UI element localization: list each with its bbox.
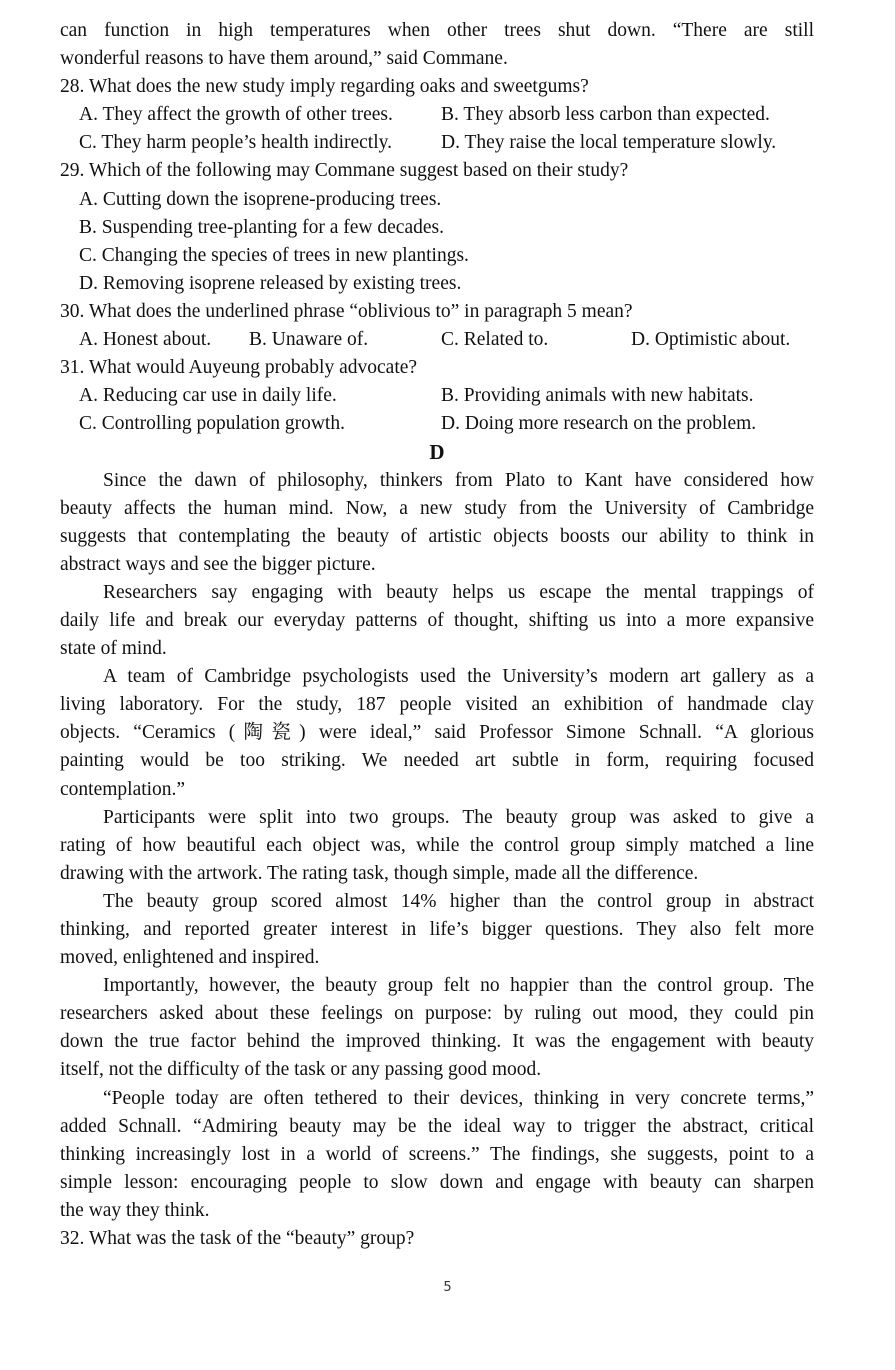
text-line: down the true factor behind the improved thinking. It was the engagement with beauty	[60, 1031, 814, 1053]
text-line: Since the dawn of philosophy, thinkers from Plato to Kant have considered how	[103, 469, 814, 491]
question-30	[60, 298, 814, 354]
text-line: thinking increasingly lost in a world of screens.” The findings, she suggests, point to a	[60, 1143, 814, 1165]
question-29	[60, 157, 814, 297]
page-number: 5	[443, 1280, 452, 1295]
question-28	[60, 73, 814, 157]
question-stem: 29. Which of the following may Commane suggest based on their study?	[60, 160, 629, 182]
paragraph	[60, 663, 814, 803]
text-line: abstract ways and see the bigger picture.	[60, 553, 376, 575]
question-stem: 31. What would Auyeung probably advocate?	[60, 357, 418, 379]
text-line: contemplation.”	[60, 778, 186, 800]
text-line: Researchers say engaging with beauty helps us escape the mental trappings of	[103, 581, 814, 603]
passage-d	[60, 467, 814, 1226]
text-line: Importantly, however, the beauty group felt no happier than the control group. The	[103, 975, 814, 997]
option-d: D. Removing isoprene released by existing trees.	[79, 272, 462, 294]
option-b: B. Unaware of.	[249, 329, 369, 351]
question-32-stem: 32. What was the task of the “beauty” group?	[60, 1228, 415, 1250]
options-row	[60, 101, 814, 129]
text-line: The beauty group scored almost 14% higher than the control group in abstract	[103, 890, 814, 912]
option-c: C. Related to.	[441, 329, 549, 351]
options-row	[60, 326, 814, 354]
text-line: living laboratory. For the study, 187 people visited an exhibition of handmade clay	[60, 694, 814, 716]
options-row	[60, 129, 814, 157]
exam-page	[60, 17, 814, 1253]
text-line: drawing with the artwork. The rating task, though simple, made all the difference.	[60, 862, 699, 884]
text-line: A team of Cambridge psychologists used the University’s modern art gallery as a	[103, 666, 814, 688]
question-31	[60, 354, 814, 438]
paragraph	[60, 972, 814, 1084]
option-a: A. Honest about.	[79, 329, 212, 351]
text-line: can function in high temperatures when other trees shut down. “There are still	[60, 20, 814, 41]
text-line: the way they think.	[60, 1199, 210, 1221]
options-row	[60, 382, 814, 410]
paragraph	[60, 1085, 814, 1225]
paragraph	[60, 804, 814, 888]
section-heading: D	[429, 440, 445, 465]
text-line: rating of how beautiful each object was, while the control group simply matched a line	[60, 834, 814, 856]
top-paragraph	[60, 17, 814, 73]
option-c: C. They harm people’s health indirectly.	[79, 132, 392, 154]
text-line: suggests that contemplating the beauty of artistic objects boosts our ability to think in	[60, 525, 814, 547]
option-d: D. Doing more research on the problem.	[441, 413, 757, 435]
option-a: A. They affect the growth of other trees.	[79, 104, 393, 126]
option-d: D. Optimistic about.	[631, 329, 791, 351]
option-c: C. Changing the species of trees in new plantings.	[79, 244, 469, 266]
question-stem: 28. What does the new study imply regarding oaks and sweetgums?	[60, 76, 589, 98]
paragraph	[60, 888, 814, 972]
paragraph	[60, 579, 814, 663]
text-line: “People today are often tethered to their devices, thinking in very concrete terms,”	[103, 1087, 814, 1109]
text-line: added Schnall. “Admiring beauty may be the ideal way to trigger the abstract, critical	[60, 1115, 814, 1137]
option-a: A. Reducing car use in daily life.	[79, 385, 337, 407]
text-line: itself, not the difficulty of the task or any passing good mood.	[60, 1059, 542, 1081]
text-line: thinking, and reported greater interest in life’s bigger questions. They also felt more	[60, 919, 814, 940]
text-line: objects. “Ceramics (陶瓷) were ideal,” said Professor Simone Schnall. “A glorious	[60, 722, 814, 744]
text-line: daily life and break our everyday patterns of thought, shifting us into a more expansive	[60, 609, 814, 631]
option-c: C. Controlling population growth.	[79, 413, 345, 435]
question-stem: 30. What does the underlined phrase “oblivious to” in paragraph 5 mean?	[60, 300, 633, 322]
text-line: wonderful reasons to have them around,” said Commane.	[60, 48, 508, 70]
text-line: researchers asked about these feelings on purpose: by ruling out mood, they could pin	[60, 1003, 814, 1025]
text-line: beauty affects the human mind. Now, a new study from the University of Cambridge	[60, 497, 814, 519]
paragraph	[60, 467, 814, 579]
option-a: A. Cutting down the isoprene-producing trees.	[79, 188, 442, 210]
text-line: Participants were split into two groups. The beauty group was asked to give a	[103, 806, 814, 828]
option-b: B. They absorb less carbon than expected.	[441, 104, 770, 126]
text-line: simple lesson: encouraging people to slow down and engage with beauty can sharpen	[60, 1171, 814, 1193]
option-b: B. Providing animals with new habitats.	[441, 385, 754, 407]
text-line: painting would be too striking. We needed art subtle in form, requiring focused	[60, 750, 814, 772]
option-b: B. Suspending tree-planting for a few decades.	[79, 216, 444, 238]
text-line: state of mind.	[60, 638, 167, 660]
options-row	[60, 410, 814, 438]
text-line: moved, enlightened and inspired.	[60, 947, 320, 969]
option-d: D. They raise the local temperature slowly.	[441, 132, 777, 154]
